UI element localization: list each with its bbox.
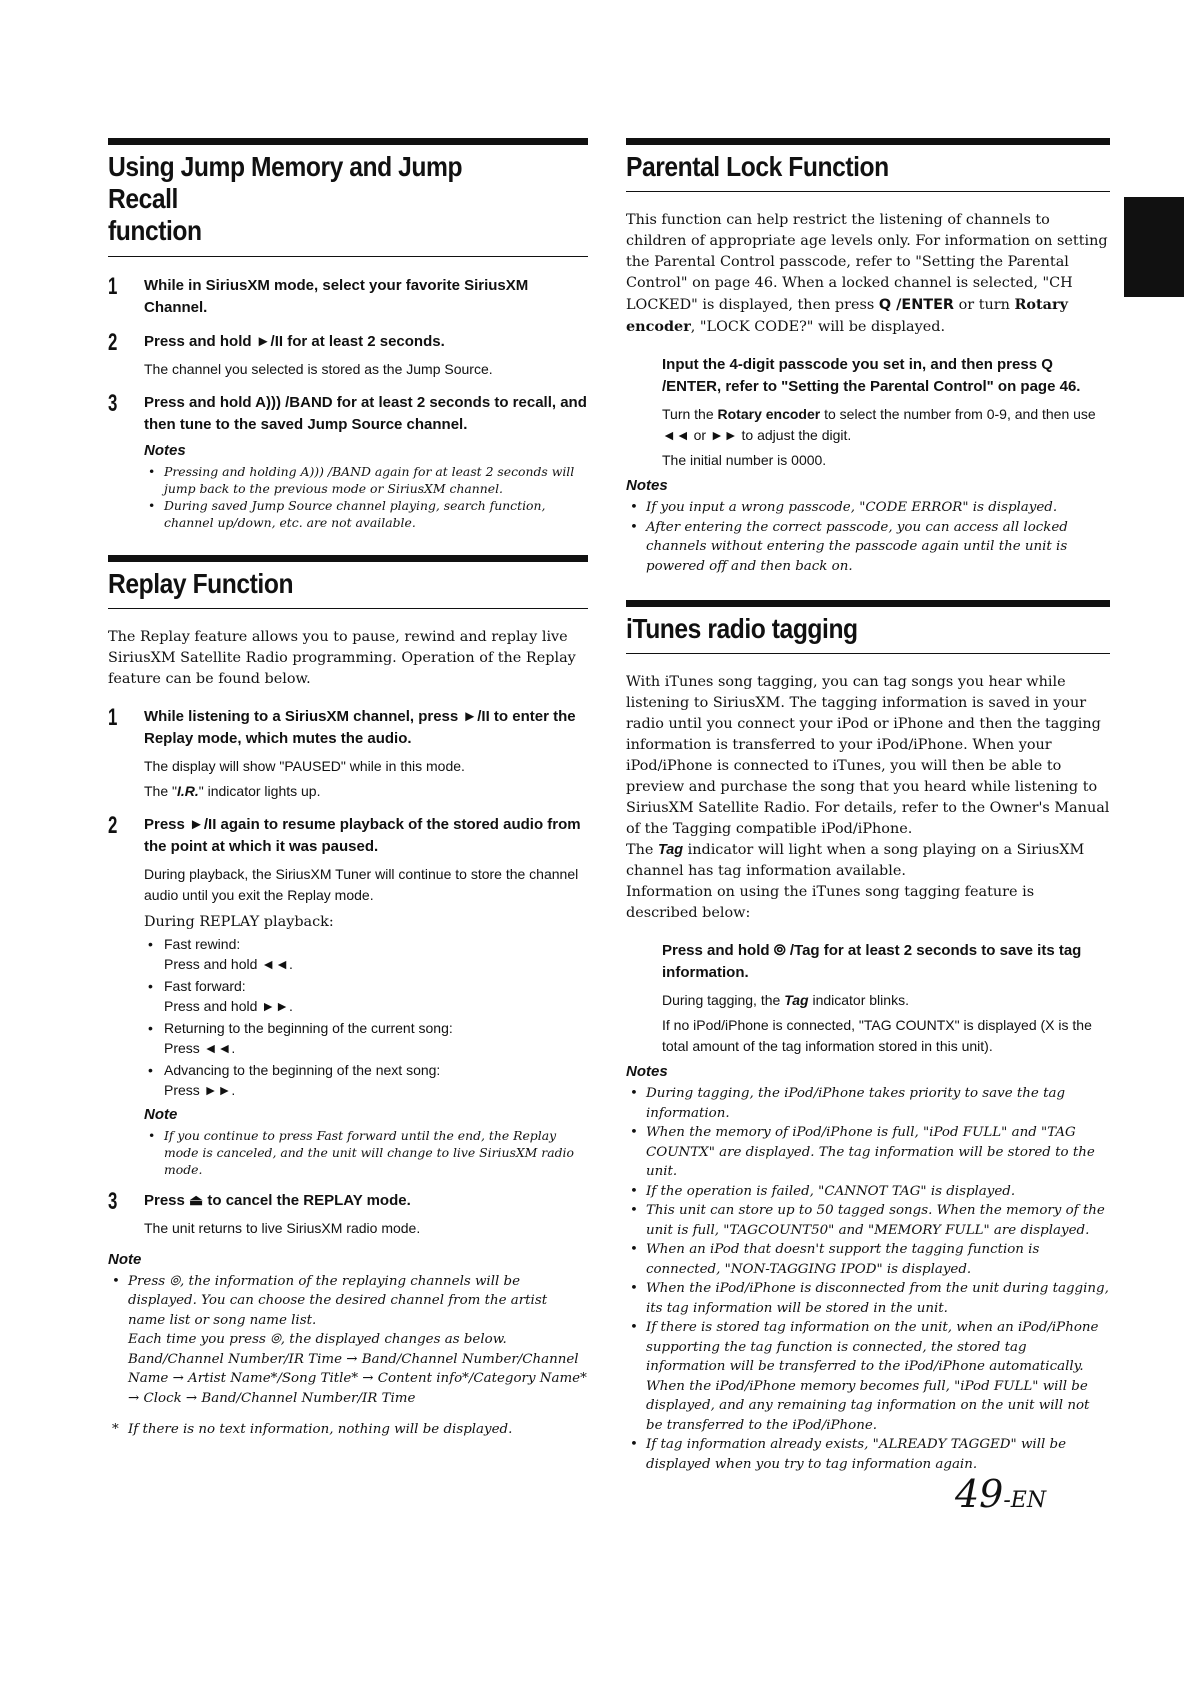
step-heading: While listening to a SiriusXM channel, press ►/II to enter the Replay mode, which mutes the audio. — [144, 707, 576, 747]
step-number: 1 — [108, 703, 118, 731]
section-header — [108, 138, 588, 257]
step-number: 3 — [108, 1187, 118, 1215]
text: , "LOCK CODE?" will be displayed. — [690, 319, 946, 336]
step-heading: Press ⏏ to cancel the REPLAY mode. — [144, 1191, 411, 1209]
section-title: iTunes radio tagging — [626, 613, 858, 645]
intro-paragraph — [626, 210, 1110, 338]
step-number: 2 — [108, 811, 118, 839]
step — [626, 940, 1110, 1057]
step-number: 3 — [108, 389, 118, 417]
text: Press ►►. — [164, 1081, 236, 1098]
step-body: The unit returns to live SiriusXM radio mode. — [144, 1219, 421, 1236]
note-item: • During tagging, the iPod/iPhone takes priority to save the tag information. — [626, 1084, 1110, 1123]
step-heading: Input the 4-digit passcode you set in, and then press Q /ENTER, refer to "Setting the Parental Control" on page 46. — [662, 356, 1081, 396]
step-heading: Press and hold ⦾ /Tag for at least 2 seconds to save its tag information. — [662, 942, 1082, 982]
text: Fast rewind: — [164, 935, 241, 952]
text: indicator will light when a song playing on a SiriusXM channel has tag information available. — [626, 842, 1085, 880]
step — [108, 1187, 588, 1239]
text: to select the number from 0-9, and then use ◄◄ or ►► to adjust the digit. — [662, 406, 1096, 444]
text: Fast forward: — [164, 977, 246, 994]
notes-list — [626, 1084, 1110, 1474]
step-body: The channel you selected is stored as the Jump Source. — [144, 360, 493, 377]
parental-lock-section — [626, 138, 1110, 576]
left-column — [108, 138, 588, 1463]
note-item: • After entering the correct passcode, you can access all locked channels without entering the passcode again until the unit is powered off and then back on. — [626, 518, 1110, 577]
itunes-tagging-section — [626, 600, 1110, 1474]
footnote: * If there is no text information, nothing will be displayed. — [108, 1420, 588, 1439]
section-header — [626, 138, 1110, 192]
step — [108, 811, 588, 1178]
text: " indicator lights up. — [198, 782, 321, 799]
text: The — [626, 842, 658, 859]
text: indicator blinks. — [808, 992, 909, 1009]
note-item: • Pressing and holding A))) /BAND again for at least 2 seconds will jump back to the previous mode or SiriusXM channel. — [144, 463, 588, 497]
text: During tagging, the — [662, 992, 785, 1009]
step-heading: Press ►/II again to resume playback of the stored audio from the point at which it was paused. — [144, 815, 581, 855]
section-header — [626, 600, 1110, 654]
replay-controls-list — [144, 934, 588, 1100]
enter-key-label: Q /ENTER — [878, 297, 954, 314]
notes-title: Note — [108, 1250, 142, 1268]
control-item — [144, 1060, 588, 1100]
note-item: • When an iPod that doesn't support the tagging function is connected, "NON-TAGGING IPOD" is displayed. — [626, 1240, 1110, 1279]
step-body — [662, 990, 1110, 1011]
step-body: The initial number is 0000. — [662, 452, 827, 469]
section-title: Using Jump Memory and Jump Recall function — [108, 151, 463, 247]
control-item — [144, 934, 588, 974]
note-item: • If you input a wrong passcode, "CODE ERROR" is displayed. — [626, 498, 1110, 518]
page-number — [955, 1472, 1046, 1516]
right-column — [626, 138, 1110, 1498]
text: Press and hold ◄◄. — [164, 955, 293, 972]
step-body — [144, 781, 588, 802]
text: Band/Channel Number/IR Time → Band/Channel Number/Channel Name → Artist Name*/Song Title* → Content info*/Category Name* → Clock → Band/Channel Number/IR Time — [128, 1351, 587, 1406]
step — [108, 272, 588, 319]
note-item: • During saved Jump Source channel playing, search function, channel up/down, etc. are not available. — [144, 497, 588, 531]
notes-list — [626, 498, 1110, 576]
text: The " — [144, 782, 177, 799]
step-heading: Press and hold ►/II for at least 2 seconds. — [144, 332, 445, 350]
step-body — [662, 404, 1110, 446]
step-number: 1 — [108, 272, 118, 300]
notes-list — [144, 463, 588, 531]
text: Press ⦾, the information of the replaying channels will be displayed. You can choose the desired channel from the artist name list or song name list. — [128, 1273, 548, 1328]
info-paragraph: Information on using the iTunes song tagging feature is described below: — [626, 884, 1035, 922]
rotary-encoder-label: Rotary encoder — [626, 296, 1068, 336]
section-header — [108, 555, 588, 609]
text: or turn — [954, 297, 1015, 314]
text: Returning to the beginning of the current song: — [164, 1019, 453, 1036]
tag-indicator-paragraph — [626, 840, 1110, 882]
page-number-value: 49 — [955, 1472, 1004, 1516]
step — [108, 328, 588, 380]
rotary-encoder-label: Rotary encoder — [717, 406, 821, 423]
text: Each time you press ⦾, the displayed changes as below. — [128, 1332, 507, 1348]
note-item: • If you continue to press Fast forward until the end, the Replay mode is canceled, and the unit will change to live SiriusXM radio mode. — [144, 1127, 588, 1178]
notes-title: Note — [144, 1105, 178, 1123]
text: Turn the — [662, 406, 718, 423]
step-body: During playback, the SiriusXM Tuner will continue to store the channel audio until you exit the Replay mode. — [144, 865, 579, 903]
note-item — [108, 1272, 588, 1409]
notes-list — [108, 1272, 588, 1409]
jump-memory-section — [108, 138, 588, 531]
step — [626, 354, 1110, 471]
notes-list — [144, 1127, 588, 1178]
step-body: The display will show "PAUSED" while in this mode. — [144, 757, 465, 774]
text: Advancing to the beginning of the next song: — [164, 1061, 441, 1078]
section-tab-marker — [1124, 197, 1184, 297]
text: Press and hold ►►. — [164, 997, 293, 1014]
note-item: • If the operation is failed, "CANNOT TAG" is displayed. — [626, 1182, 1110, 1202]
control-item — [144, 1018, 588, 1058]
tag-indicator: Tag — [657, 842, 684, 859]
note-item: • This unit can store up to 50 tagged songs. When the memory of the unit is full, "TAGCOUNT50" and "MEMORY FULL" are displayed. — [626, 1201, 1110, 1240]
step — [108, 389, 588, 531]
note-item: • When the memory of iPod/iPhone is full, "iPod FULL" and "TAG COUNTX" are displayed. The tag information will be stored to the unit. — [626, 1123, 1110, 1182]
replay-section — [108, 555, 588, 1440]
step — [108, 703, 588, 802]
step-heading: While in SiriusXM mode, select your favorite SiriusXM Channel. — [144, 276, 529, 316]
note-item: • When the iPod/iPhone is disconnected from the unit during tagging, its tag information will be stored in the unit. — [626, 1279, 1110, 1318]
note-item: • If tag information already exists, "ALREADY TAGGED" will be displayed when you try to tag information again. — [626, 1435, 1110, 1474]
ir-indicator: I.R. — [176, 782, 199, 799]
intro-paragraph: With iTunes song tagging, you can tag songs you hear while listening to SiriusXM. The tagging information is saved in your radio until you connect your iPod or iPhone and then the tagging information is transferred to your iPod/iPhone. When your iPod/iPhone is connected to iTunes, you will then be able to preview and purchase the song that you heard while listening to SiriusXM Satellite Radio. For details, refer to the Owner's Manual of the Tagging compatible iPod/iPhone. — [626, 674, 1110, 838]
section-title: Parental Lock Function — [626, 151, 889, 182]
note-item: • If there is stored tag information on the unit, when an iPod/iPhone supporting the tag function is connected, the stored tag information will be transferred to the iPod/iPhone automatically. When the iPod/iPhone memory becomes full, "iPod FULL" will be displayed, and any remaining tag information on the unit will not be transferred to the iPod/iPhone. — [626, 1318, 1110, 1435]
notes-title: Notes — [144, 441, 186, 459]
tag-indicator: Tag — [784, 992, 809, 1009]
during-replay-label: During REPLAY playback: — [144, 913, 334, 930]
notes-title: Notes — [626, 477, 668, 495]
text: This function can help restrict the listening of channels to children of appropriate age levels only. For information on setting the Parental Control passcode, refer to "Setting the Parental Control" on page 46. When a locked channel is selected, "CH LOCKED" is displayed, then press — [626, 212, 1108, 314]
notes-title: Notes — [626, 1063, 668, 1081]
section-title: Replay Function — [108, 567, 294, 599]
step-heading: Press and hold A))) /BAND for at least 2 seconds to recall, and then tune to the saved Jump Source channel. — [144, 393, 587, 433]
step-body: If no iPod/iPhone is connected, "TAG COUNTX" is displayed (X is the total amount of the tag information stored in this unit). — [662, 1017, 1092, 1055]
intro-paragraph: The Replay feature allows you to pause, rewind and replay live SiriusXM Satellite Radio programming. Operation of the Replay feature can be found below. — [108, 628, 576, 687]
step-number: 2 — [108, 328, 118, 356]
control-item — [144, 976, 588, 1016]
page-language-suffix: -EN — [1003, 1488, 1047, 1513]
text: Press ◄◄. — [164, 1039, 236, 1056]
